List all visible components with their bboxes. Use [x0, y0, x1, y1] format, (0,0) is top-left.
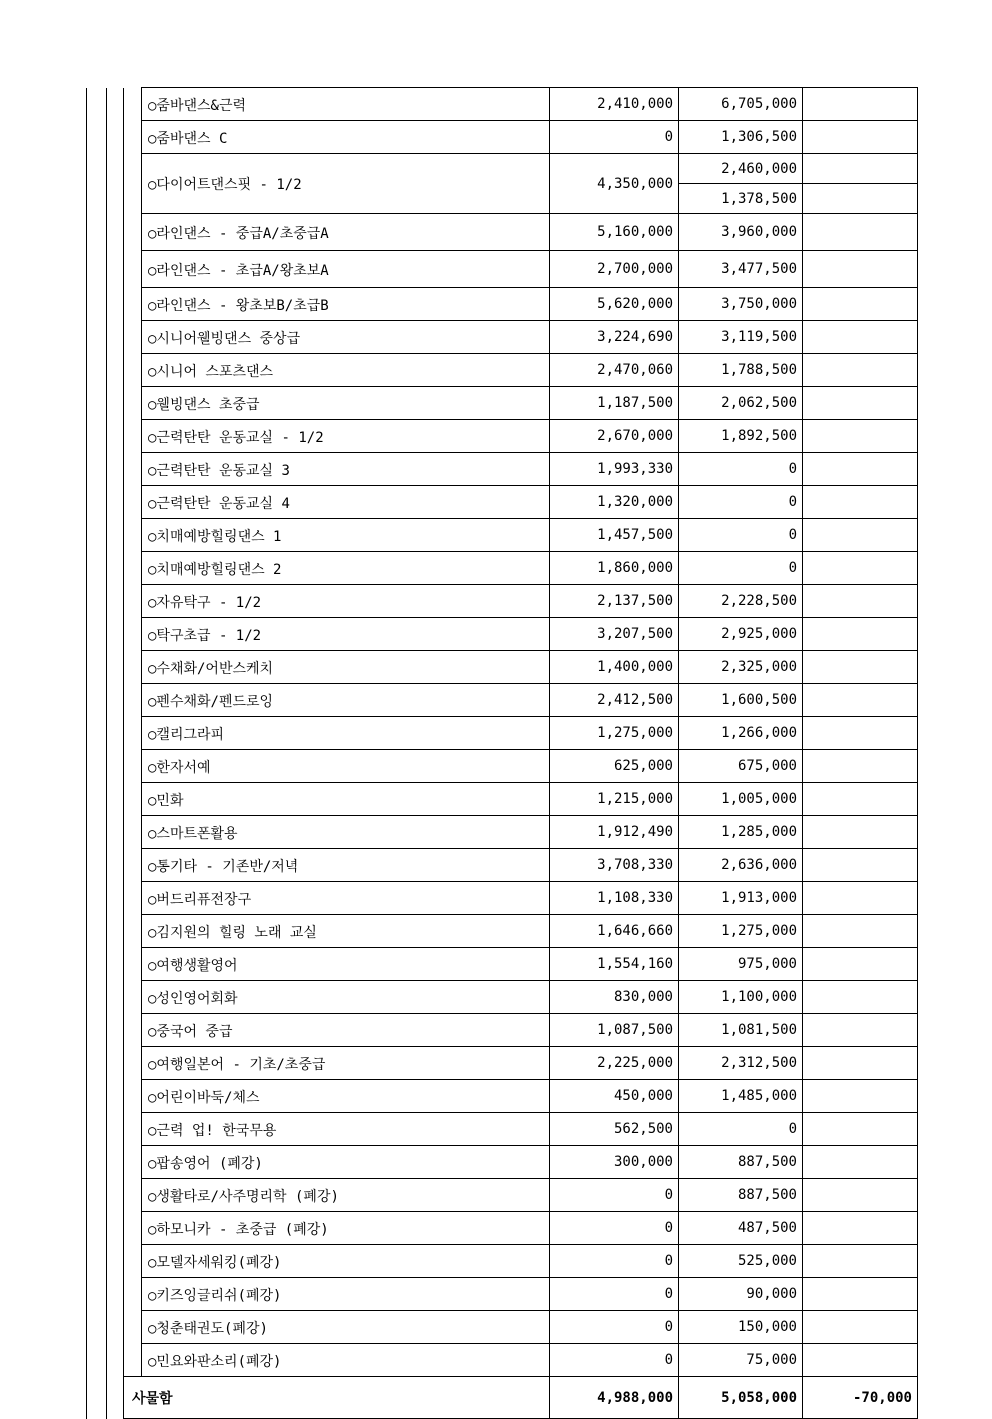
- table-row: [87, 816, 918, 849]
- table-row: [87, 1278, 918, 1311]
- table-row: [87, 121, 918, 154]
- table-row: [87, 1311, 918, 1344]
- difference-amount: [803, 184, 918, 214]
- table-row: [87, 849, 918, 882]
- budget-amount: 1,400,000: [550, 651, 679, 684]
- settled-amount: 1,285,000: [679, 816, 803, 849]
- item-name: ○라인댄스 - 중급A/초중급A: [142, 214, 550, 251]
- difference-amount: [803, 1080, 918, 1113]
- item-name: ○생활타로/사주명리학 (폐강): [142, 1179, 550, 1212]
- difference-amount: [803, 1245, 918, 1278]
- difference-amount: [803, 717, 918, 750]
- table-row: [87, 1146, 918, 1179]
- item-name: ○스마트폰활용: [142, 816, 550, 849]
- difference-amount: [803, 981, 918, 1014]
- table-row: [87, 552, 918, 585]
- item-name: ○치매예방힐링댄스 2: [142, 552, 550, 585]
- difference-amount: [803, 420, 918, 453]
- budget-amount: 5,620,000: [550, 288, 679, 321]
- item-name: ○탁구초급 - 1/2: [142, 618, 550, 651]
- settled-amount: 3,477,500: [679, 251, 803, 288]
- settled-amount: 150,000: [679, 1311, 803, 1344]
- table-row: [87, 251, 918, 288]
- item-name: ○여행일본어 - 기초/초중급: [142, 1047, 550, 1080]
- settled-amount: 1,378,500: [679, 184, 803, 214]
- table-row: [87, 1080, 918, 1113]
- item-name: ○청춘태권도(폐강): [142, 1311, 550, 1344]
- difference-amount: [803, 486, 918, 519]
- table-body: [87, 88, 918, 1419]
- table-row: [87, 618, 918, 651]
- budget-amount: 2,410,000: [550, 88, 679, 121]
- difference-amount: [803, 750, 918, 783]
- item-name: ○근력탄탄 운동교실 3: [142, 453, 550, 486]
- difference-amount: [803, 354, 918, 387]
- item-name: ○민요와판소리(폐강): [142, 1344, 550, 1377]
- difference-amount: [803, 121, 918, 154]
- item-name: ○시니어웰빙댄스 중상급: [142, 321, 550, 354]
- budget-amount: 1,108,330: [550, 882, 679, 915]
- item-name: ○어린이바둑/체스: [142, 1080, 550, 1113]
- difference-amount: [803, 618, 918, 651]
- table-row: [87, 88, 918, 121]
- budget-amount: 1,860,000: [550, 552, 679, 585]
- budget-amount: 3,207,500: [550, 618, 679, 651]
- budget-amount: 1,554,160: [550, 948, 679, 981]
- table-row: [87, 354, 918, 387]
- difference-amount: [803, 1212, 918, 1245]
- table-row: [87, 387, 918, 420]
- budget-amount: 2,700,000: [550, 251, 679, 288]
- settled-amount: 975,000: [679, 948, 803, 981]
- difference-amount: [803, 88, 918, 121]
- item-name: ○다이어트댄스핏 - 1/2: [142, 154, 550, 214]
- indent-cell: [87, 88, 107, 1419]
- budget-amount: 0: [550, 1245, 679, 1278]
- settled-amount: 6,705,000: [679, 88, 803, 121]
- total-budget: 4,988,000: [550, 1377, 679, 1419]
- difference-amount: [803, 651, 918, 684]
- item-name: ○시니어 스포츠댄스: [142, 354, 550, 387]
- item-name: ○치매예방힐링댄스 1: [142, 519, 550, 552]
- item-name: ○버드리퓨전장구: [142, 882, 550, 915]
- budget-amount: 1,646,660: [550, 915, 679, 948]
- difference-amount: [803, 1146, 918, 1179]
- settled-amount: 1,485,000: [679, 1080, 803, 1113]
- difference-amount: [803, 816, 918, 849]
- settled-amount: 90,000: [679, 1278, 803, 1311]
- budget-amount: 0: [550, 1278, 679, 1311]
- settled-amount: 525,000: [679, 1245, 803, 1278]
- difference-amount: [803, 585, 918, 618]
- difference-amount: [803, 783, 918, 816]
- difference-amount: [803, 849, 918, 882]
- settled-amount: 1,600,500: [679, 684, 803, 717]
- settled-amount: 887,500: [679, 1146, 803, 1179]
- table-row: [87, 981, 918, 1014]
- table-row: [87, 915, 918, 948]
- settled-amount: 1,266,000: [679, 717, 803, 750]
- table-row: [87, 1047, 918, 1080]
- table-row: [87, 882, 918, 915]
- difference-amount: [803, 288, 918, 321]
- table-row: [87, 684, 918, 717]
- settled-amount: 1,005,000: [679, 783, 803, 816]
- settled-amount: 2,228,500: [679, 585, 803, 618]
- item-name: ○여행생활영어: [142, 948, 550, 981]
- settled-amount: 1,306,500: [679, 121, 803, 154]
- settled-amount: 3,750,000: [679, 288, 803, 321]
- item-name: ○한자서예: [142, 750, 550, 783]
- table-row: [87, 1113, 918, 1146]
- budget-amount: 0: [550, 121, 679, 154]
- indent-cell: [124, 88, 142, 1377]
- budget-amount: 830,000: [550, 981, 679, 1014]
- budget-amount: 562,500: [550, 1113, 679, 1146]
- difference-amount: [803, 1179, 918, 1212]
- budget-amount: 2,137,500: [550, 585, 679, 618]
- difference-amount: [803, 1014, 918, 1047]
- budget-amount: 5,160,000: [550, 214, 679, 251]
- budget-amount: 1,993,330: [550, 453, 679, 486]
- budget-amount: 0: [550, 1179, 679, 1212]
- difference-amount: [803, 453, 918, 486]
- table-row: [87, 948, 918, 981]
- total-settled: 5,058,000: [679, 1377, 803, 1419]
- budget-amount: 4,350,000: [550, 154, 679, 214]
- settled-amount: 0: [679, 552, 803, 585]
- budget-amount: 2,470,060: [550, 354, 679, 387]
- budget-amount: 625,000: [550, 750, 679, 783]
- table-row: [87, 519, 918, 552]
- item-name: ○줌바댄스&근력: [142, 88, 550, 121]
- item-name: ○하모니카 - 초중급 (폐강): [142, 1212, 550, 1245]
- difference-amount: [803, 321, 918, 354]
- table-row: [87, 154, 918, 184]
- settled-amount: 2,312,500: [679, 1047, 803, 1080]
- settled-amount: 1,788,500: [679, 354, 803, 387]
- settled-amount: 0: [679, 519, 803, 552]
- difference-amount: [803, 387, 918, 420]
- item-name: ○성인영어회화: [142, 981, 550, 1014]
- item-name: ○펜수채화/펜드로잉: [142, 684, 550, 717]
- item-name: ○통기타 - 기존반/저녁: [142, 849, 550, 882]
- budget-amount: 450,000: [550, 1080, 679, 1113]
- difference-amount: [803, 214, 918, 251]
- difference-amount: [803, 1113, 918, 1146]
- item-name: ○팝송영어 (폐강): [142, 1146, 550, 1179]
- settled-amount: 3,960,000: [679, 214, 803, 251]
- settled-amount: 0: [679, 1113, 803, 1146]
- indent-cell: [107, 88, 124, 1419]
- difference-amount: [803, 251, 918, 288]
- table-row: [87, 783, 918, 816]
- settled-amount: 0: [679, 486, 803, 519]
- item-name: ○중국어 중급: [142, 1014, 550, 1047]
- difference-amount: [803, 915, 918, 948]
- table-row: [87, 651, 918, 684]
- difference-amount: [803, 154, 918, 184]
- settled-amount: 2,325,000: [679, 651, 803, 684]
- item-name: ○키즈잉글리쉬(폐강): [142, 1278, 550, 1311]
- table-row: [87, 214, 918, 251]
- settled-amount: 1,081,500: [679, 1014, 803, 1047]
- difference-amount: [803, 1047, 918, 1080]
- budget-amount: 0: [550, 1311, 679, 1344]
- item-name: ○캘리그라피: [142, 717, 550, 750]
- table-row: [87, 420, 918, 453]
- budget-amount: 1,457,500: [550, 519, 679, 552]
- budget-amount: 1,187,500: [550, 387, 679, 420]
- settled-amount: 0: [679, 453, 803, 486]
- item-name: ○근력탄탄 운동교실 - 1/2: [142, 420, 550, 453]
- table-row: [87, 750, 918, 783]
- table-row: [87, 1212, 918, 1245]
- difference-amount: [803, 552, 918, 585]
- item-name: ○웰빙댄스 초중급: [142, 387, 550, 420]
- item-name: ○모델자세워킹(폐강): [142, 1245, 550, 1278]
- budget-amount: 0: [550, 1344, 679, 1377]
- item-name: ○라인댄스 - 초급A/왕초보A: [142, 251, 550, 288]
- settled-amount: 75,000: [679, 1344, 803, 1377]
- budget-amount: 1,215,000: [550, 783, 679, 816]
- difference-amount: [803, 882, 918, 915]
- table-row: [87, 1245, 918, 1278]
- difference-amount: [803, 1278, 918, 1311]
- settled-amount: 1,892,500: [679, 420, 803, 453]
- item-name: ○라인댄스 - 왕초보B/초급B: [142, 288, 550, 321]
- total-row: [87, 1377, 918, 1419]
- settled-amount: 2,460,000: [679, 154, 803, 184]
- settled-amount: 2,636,000: [679, 849, 803, 882]
- budget-amount: 1,320,000: [550, 486, 679, 519]
- settled-amount: 487,500: [679, 1212, 803, 1245]
- settled-amount: 1,913,000: [679, 882, 803, 915]
- item-name: ○줌바댄스 C: [142, 121, 550, 154]
- difference-amount: [803, 1344, 918, 1377]
- budget-amount: 2,670,000: [550, 420, 679, 453]
- total-difference: -70,000: [803, 1377, 918, 1419]
- budget-amount: 1,087,500: [550, 1014, 679, 1047]
- budget-amount: 1,912,490: [550, 816, 679, 849]
- settled-amount: 3,119,500: [679, 321, 803, 354]
- table-row: [87, 288, 918, 321]
- budget-amount: 3,708,330: [550, 849, 679, 882]
- difference-amount: [803, 948, 918, 981]
- item-name: ○수채화/어반스케치: [142, 651, 550, 684]
- settled-amount: 2,062,500: [679, 387, 803, 420]
- difference-amount: [803, 519, 918, 552]
- table-row: [87, 453, 918, 486]
- table-row: [87, 1179, 918, 1212]
- item-name: ○근력탄탄 운동교실 4: [142, 486, 550, 519]
- budget-amount: 3,224,690: [550, 321, 679, 354]
- budget-amount: 0: [550, 1212, 679, 1245]
- settled-amount: 2,925,000: [679, 618, 803, 651]
- item-name: ○민화: [142, 783, 550, 816]
- item-name: ○근력 업! 한국무용: [142, 1113, 550, 1146]
- table-row: [87, 1014, 918, 1047]
- budget-amount: 300,000: [550, 1146, 679, 1179]
- difference-amount: [803, 684, 918, 717]
- budget-table: [86, 87, 918, 1419]
- settled-amount: 887,500: [679, 1179, 803, 1212]
- table-row: [87, 1344, 918, 1377]
- settled-amount: 1,100,000: [679, 981, 803, 1014]
- budget-amount: 1,275,000: [550, 717, 679, 750]
- table-row: [87, 717, 918, 750]
- item-name: ○김지원의 힐링 노래 교실: [142, 915, 550, 948]
- difference-amount: [803, 1311, 918, 1344]
- settled-amount: 1,275,000: [679, 915, 803, 948]
- table-row: [87, 585, 918, 618]
- table-row: [87, 321, 918, 354]
- budget-amount: 2,225,000: [550, 1047, 679, 1080]
- settled-amount: 675,000: [679, 750, 803, 783]
- total-name: 사물함: [124, 1377, 550, 1419]
- item-name: ○자유탁구 - 1/2: [142, 585, 550, 618]
- table-row: [87, 486, 918, 519]
- budget-amount: 2,412,500: [550, 684, 679, 717]
